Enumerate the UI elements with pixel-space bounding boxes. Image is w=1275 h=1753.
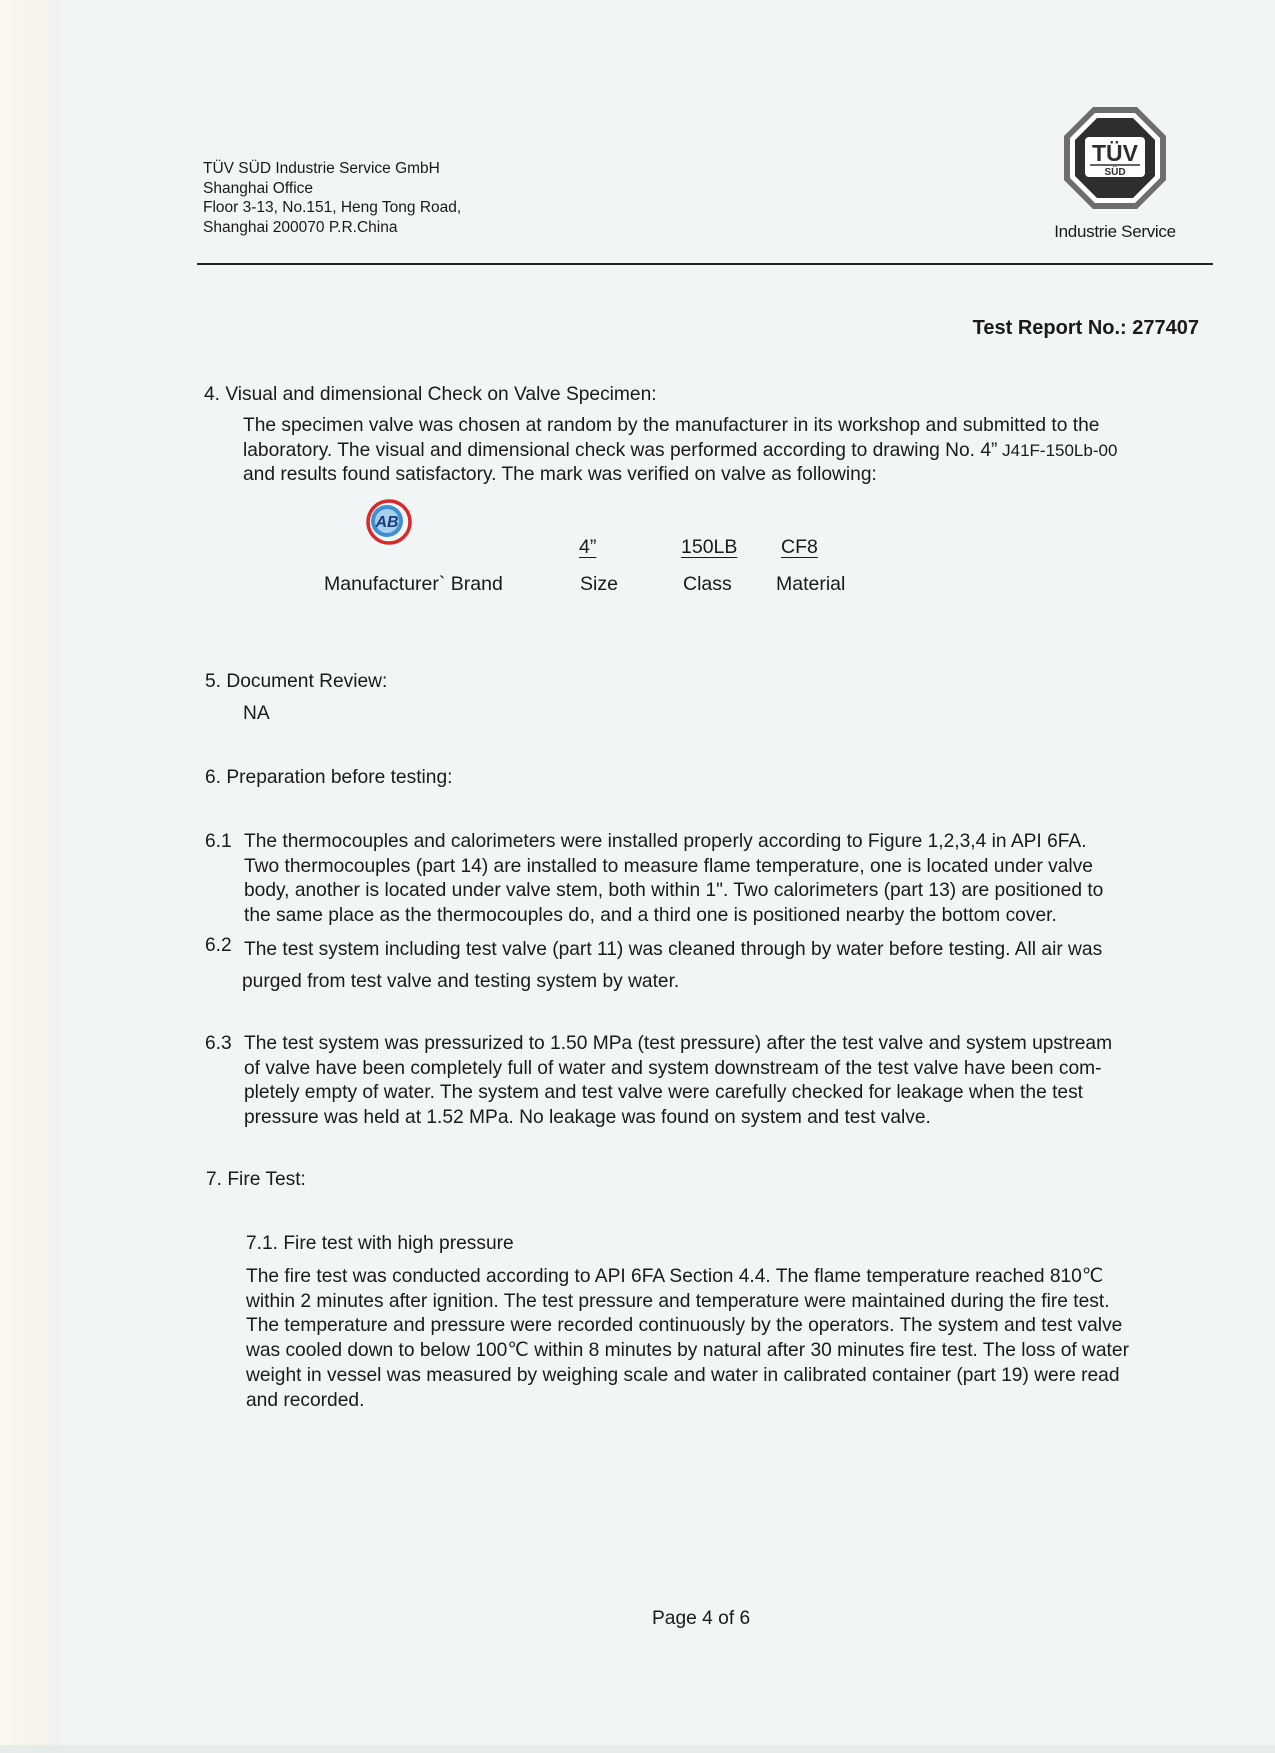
paragraph-line: Two thermocouples (part 14) are installed to measure flame temperature, one is located under valve bbox=[244, 855, 1093, 877]
logo-text-top: TÜV bbox=[1092, 140, 1138, 166]
section-7-1-paragraph bbox=[246, 1265, 1206, 1413]
manufacturer-brand-logo-icon bbox=[364, 497, 412, 545]
paragraph-line: The thermocouples and calorimeters were installed properly according to Figure 1,2,3,4 in API 6FA. bbox=[244, 831, 1087, 852]
address-line: Floor 3-13, No.151, Heng Tong Road, bbox=[203, 199, 462, 216]
section-7-1-heading: 7.1. Fire test with high pressure bbox=[246, 1233, 514, 1254]
address-line: Shanghai 200070 P.R.China bbox=[203, 218, 398, 236]
item-number: 6.1 bbox=[205, 831, 232, 852]
section-4-heading: 4. Visual and dimensional Check on Valve Specimen: bbox=[204, 384, 657, 405]
paragraph-line: the same place as the thermocouples do, and a third one is positioned nearby the bottom cover. bbox=[244, 905, 1057, 927]
tuv-logo-icon bbox=[1062, 105, 1168, 211]
section-6-2-paragraph bbox=[244, 934, 1204, 998]
logo-text-bottom: SÜD bbox=[1104, 167, 1126, 178]
paragraph-line-text: laboratory. The visual and dimensional check was performed according to drawing No. 4” bbox=[243, 439, 998, 461]
paragraph-line: The test system was pressurized to 1.50 MPa (test pressure) after the test valve and system upstream bbox=[244, 1033, 1113, 1054]
scan-bottom-edge bbox=[0, 1745, 1275, 1753]
drawing-number: J41F-150Lb-00 bbox=[997, 440, 1118, 460]
paragraph-line: purged from test valve and testing system by water. bbox=[242, 971, 680, 992]
mark-brand-label: Manufacturer` Brand bbox=[324, 573, 503, 595]
mark-size-value: 4” bbox=[579, 536, 597, 558]
mark-material-label: Material bbox=[776, 573, 846, 595]
scan-edge bbox=[0, 0, 62, 1753]
paragraph-line: The fire test was conducted according to API 6FA Section 4.4. The flame temperature reached 810℃ bbox=[246, 1266, 1104, 1287]
section-5-text: NA bbox=[243, 703, 270, 724]
page-number: Page 4 of 6 bbox=[652, 1608, 751, 1629]
logo-caption: Industrie Service bbox=[1054, 222, 1176, 241]
address-line: Shanghai Office bbox=[203, 179, 314, 197]
header-divider bbox=[197, 263, 1213, 265]
paragraph-line: pressure was held at 1.52 MPa. No leakage was found on system and test valve. bbox=[244, 1107, 931, 1129]
item-number: 6.2 bbox=[205, 935, 232, 956]
mark-size-label: Size bbox=[580, 573, 618, 595]
section-5-heading: 5. Document Review: bbox=[205, 671, 388, 692]
section-6-1-paragraph bbox=[244, 830, 1204, 929]
section-6-heading: 6. Preparation before testing: bbox=[205, 767, 453, 788]
section-4-paragraph bbox=[243, 414, 1203, 488]
paragraph-line: The test system including test valve (part 11) was cleaned through by water before testing. All air was bbox=[244, 939, 1103, 960]
mark-material-value: CF8 bbox=[781, 536, 818, 558]
paragraph-line: weight in vessel was measured by weighing scale and water in calibrated container (part 19) were read bbox=[246, 1364, 1120, 1386]
paragraph-line: and recorded. bbox=[246, 1389, 365, 1411]
paragraph-line: was cooled down to below 100℃ within 8 minutes by natural after 30 minutes fire test. The loss of water bbox=[246, 1340, 1129, 1362]
item-number: 6.3 bbox=[205, 1033, 232, 1054]
paragraph-line: within 2 minutes after ignition. The test pressure and temperature were maintained during the fire test. bbox=[246, 1290, 1110, 1312]
address-line: TÜV SÜD Industrie Service GmbH bbox=[203, 160, 440, 177]
brand-logo-text: AB bbox=[375, 514, 399, 531]
paragraph-line: and results found satisfactory. The mark was verified on valve as following: bbox=[243, 464, 877, 486]
section-6-3-paragraph bbox=[244, 1032, 1204, 1131]
paragraph-line: of valve have been completely full of water and system downstream of the test valve have been com- bbox=[244, 1057, 1102, 1079]
paragraph-line: pletely empty of water. The system and test valve were carefully checked for leakage when the test bbox=[244, 1082, 1083, 1104]
report-number: Test Report No.: 277407 bbox=[972, 317, 1199, 339]
paragraph-line bbox=[243, 439, 1203, 464]
paragraph-line: The specimen valve was chosen at random by the manufacturer in its workshop and submitted to the bbox=[243, 415, 1100, 436]
paragraph-line: body, another is located under valve stem, both within 1". Two calorimeters (part 13) are positioned to bbox=[244, 880, 1104, 902]
section-7-heading: 7. Fire Test: bbox=[206, 1169, 306, 1190]
mark-class-label: Class bbox=[683, 573, 732, 595]
paragraph-line: The temperature and pressure were recorded continuously by the operators. The system and test valve bbox=[246, 1315, 1123, 1337]
mark-class-value: 150LB bbox=[681, 536, 738, 558]
company-address bbox=[203, 159, 461, 237]
